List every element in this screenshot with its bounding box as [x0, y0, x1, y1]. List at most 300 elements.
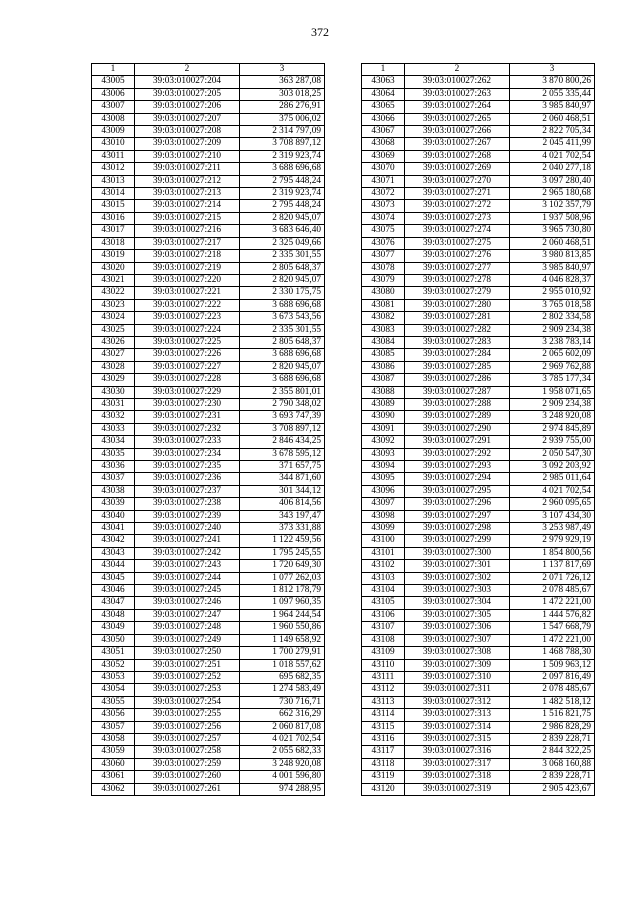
cadastral-number-cell: 39:03:010027:251 [135, 659, 240, 671]
value-cell: 1 097 960,35 [240, 597, 325, 609]
table-row [362, 783, 595, 795]
table-row [362, 188, 595, 200]
row-number-cell: 43032 [92, 411, 135, 423]
row-number-cell: 43085 [362, 349, 405, 361]
table-row [362, 473, 595, 485]
table-row [92, 547, 325, 559]
value-cell: 2 078 485,67 [510, 585, 595, 597]
row-number-cell: 43091 [362, 423, 405, 435]
row-number-cell: 43102 [362, 560, 405, 572]
value-cell: 286 276,91 [240, 101, 325, 113]
value-cell: 371 657,75 [240, 461, 325, 473]
table-row [92, 423, 325, 435]
value-cell: 4 021 702,54 [510, 485, 595, 497]
table-header-row [92, 64, 325, 76]
table-row [92, 138, 325, 150]
cadastral-number-cell: 39:03:010027:225 [135, 336, 240, 348]
value-cell: 2 330 175,75 [240, 287, 325, 299]
row-number-cell: 43008 [92, 113, 135, 125]
value-cell: 1 960 550,86 [240, 622, 325, 634]
value-cell: 3 102 357,79 [510, 200, 595, 212]
value-cell: 2 065 602,09 [510, 349, 595, 361]
table-row [92, 597, 325, 609]
value-cell: 1 122 459,56 [240, 535, 325, 547]
value-cell: 3 980 813,85 [510, 250, 595, 262]
row-number-cell: 43103 [362, 572, 405, 584]
cadastral-number-cell: 39:03:010027:234 [135, 448, 240, 460]
value-cell: 730 716,71 [240, 696, 325, 708]
table-row [92, 473, 325, 485]
cadastral-number-cell: 39:03:010027:255 [135, 709, 240, 721]
row-number-cell: 43058 [92, 733, 135, 745]
table-row [92, 560, 325, 572]
cadastral-number-cell: 39:03:010027:304 [405, 597, 510, 609]
table-row [362, 572, 595, 584]
table-row [92, 324, 325, 336]
value-cell: 2 325 049,66 [240, 237, 325, 249]
table-row [362, 126, 595, 138]
row-number-cell: 43005 [92, 76, 135, 88]
table-row [92, 684, 325, 696]
value-cell: 4 021 702,54 [510, 150, 595, 162]
row-number-cell: 43014 [92, 188, 135, 200]
row-number-cell: 43078 [362, 262, 405, 274]
row-number-cell: 43075 [362, 225, 405, 237]
table-row [92, 498, 325, 510]
cadastral-number-cell: 39:03:010027:248 [135, 622, 240, 634]
cadastral-number-cell: 39:03:010027:274 [405, 225, 510, 237]
row-number-cell: 43105 [362, 597, 405, 609]
cadastral-number-cell: 39:03:010027:237 [135, 485, 240, 497]
cadastral-number-cell: 39:03:010027:222 [135, 299, 240, 311]
value-cell: 1 720 649,30 [240, 560, 325, 572]
cadastral-number-cell: 39:03:010027:309 [405, 659, 510, 671]
row-number-cell: 43088 [362, 386, 405, 398]
row-number-cell: 43063 [362, 76, 405, 88]
value-cell: 2 965 180,68 [510, 188, 595, 200]
row-number-cell: 43076 [362, 237, 405, 249]
value-cell: 3 985 840,97 [510, 262, 595, 274]
value-cell: 303 018,25 [240, 88, 325, 100]
cadastral-number-cell: 39:03:010027:207 [135, 113, 240, 125]
value-cell: 1 149 658,92 [240, 634, 325, 646]
table-row [362, 585, 595, 597]
row-number-cell: 43072 [362, 188, 405, 200]
table-row [362, 163, 595, 175]
cadastral-number-cell: 39:03:010027:313 [405, 709, 510, 721]
table-row [362, 771, 595, 783]
row-number-cell: 43049 [92, 622, 135, 634]
cadastral-number-cell: 39:03:010027:261 [135, 783, 240, 795]
table-row [92, 461, 325, 473]
table-row [92, 113, 325, 125]
value-cell: 2 314 797,09 [240, 126, 325, 138]
row-number-cell: 43077 [362, 250, 405, 262]
value-cell: 2 071 726,12 [510, 572, 595, 584]
value-cell: 3 068 160,88 [510, 758, 595, 770]
cadastral-number-cell: 39:03:010027:279 [405, 287, 510, 299]
table-row [92, 436, 325, 448]
table-row [92, 237, 325, 249]
cadastral-number-cell: 39:03:010027:238 [135, 498, 240, 510]
row-number-cell: 43047 [92, 597, 135, 609]
cadastral-number-cell: 39:03:010027:226 [135, 349, 240, 361]
table-row [362, 175, 595, 187]
value-cell: 3 708 897,12 [240, 138, 325, 150]
table-row [92, 448, 325, 460]
value-cell: 3 985 840,97 [510, 101, 595, 113]
value-cell: 2 805 648,37 [240, 336, 325, 348]
table-row [92, 510, 325, 522]
row-number-cell: 43092 [362, 436, 405, 448]
cadastral-number-cell: 39:03:010027:250 [135, 647, 240, 659]
value-cell: 2 909 234,38 [510, 324, 595, 336]
cadastral-number-cell: 39:03:010027:292 [405, 448, 510, 460]
row-number-cell: 43012 [92, 163, 135, 175]
row-number-cell: 43080 [362, 287, 405, 299]
cadastral-number-cell: 39:03:010027:277 [405, 262, 510, 274]
value-cell: 2 985 011,64 [510, 473, 595, 485]
row-number-cell: 43108 [362, 634, 405, 646]
table-row [362, 361, 595, 373]
value-cell: 2 335 301,55 [240, 324, 325, 336]
value-cell: 2 839 228,71 [510, 771, 595, 783]
row-number-cell: 43035 [92, 448, 135, 460]
cadastral-number-cell: 39:03:010027:316 [405, 746, 510, 758]
cadastral-number-cell: 39:03:010027:311 [405, 684, 510, 696]
table-row [362, 225, 595, 237]
row-number-cell: 43033 [92, 423, 135, 435]
table-row [92, 336, 325, 348]
cadastral-number-cell: 39:03:010027:317 [405, 758, 510, 770]
registry-table-left [91, 63, 325, 796]
table-row [362, 547, 595, 559]
cadastral-number-cell: 39:03:010027:260 [135, 771, 240, 783]
table-row [362, 411, 595, 423]
cadastral-number-cell: 39:03:010027:281 [405, 312, 510, 324]
value-cell: 3 253 987,49 [510, 523, 595, 535]
row-number-cell: 43109 [362, 647, 405, 659]
row-number-cell: 43044 [92, 560, 135, 572]
value-cell: 2 844 322,25 [510, 746, 595, 758]
value-cell: 2 822 705,34 [510, 126, 595, 138]
row-number-cell: 43097 [362, 498, 405, 510]
table-row [362, 386, 595, 398]
table-row [362, 485, 595, 497]
value-cell: 4 001 596,80 [240, 771, 325, 783]
cadastral-number-cell: 39:03:010027:220 [135, 274, 240, 286]
row-number-cell: 43036 [92, 461, 135, 473]
row-number-cell: 43106 [362, 609, 405, 621]
row-number-cell: 43025 [92, 324, 135, 336]
cadastral-number-cell: 39:03:010027:217 [135, 237, 240, 249]
table-row [362, 746, 595, 758]
cadastral-number-cell: 39:03:010027:229 [135, 386, 240, 398]
table-row [92, 225, 325, 237]
row-number-cell: 43118 [362, 758, 405, 770]
table-row [362, 76, 595, 88]
cadastral-number-cell: 39:03:010027:276 [405, 250, 510, 262]
row-number-cell: 43026 [92, 336, 135, 348]
row-number-cell: 43090 [362, 411, 405, 423]
row-number-cell: 43029 [92, 374, 135, 386]
row-number-cell: 43009 [92, 126, 135, 138]
value-cell: 3 678 595,12 [240, 448, 325, 460]
cadastral-number-cell: 39:03:010027:228 [135, 374, 240, 386]
value-cell: 1 854 800,56 [510, 547, 595, 559]
table-row [92, 535, 325, 547]
cadastral-number-cell: 39:03:010027:206 [135, 101, 240, 113]
cadastral-number-cell: 39:03:010027:295 [405, 485, 510, 497]
row-number-cell: 43042 [92, 535, 135, 547]
table-row [92, 88, 325, 100]
value-cell: 2 078 485,67 [510, 684, 595, 696]
value-cell: 3 688 696,68 [240, 163, 325, 175]
value-cell: 343 197,47 [240, 510, 325, 522]
table-row [362, 312, 595, 324]
table-row [92, 274, 325, 286]
table-row [92, 783, 325, 795]
value-cell: 1 937 508,96 [510, 212, 595, 224]
row-number-cell: 43023 [92, 299, 135, 311]
value-cell: 1 516 821,75 [510, 709, 595, 721]
value-cell: 974 288,95 [240, 783, 325, 795]
value-cell: 344 871,60 [240, 473, 325, 485]
row-number-cell: 43083 [362, 324, 405, 336]
value-cell: 2 905 423,67 [510, 783, 595, 795]
cadastral-number-cell: 39:03:010027:205 [135, 88, 240, 100]
cadastral-number-cell: 39:03:010027:273 [405, 212, 510, 224]
table-row [362, 758, 595, 770]
table-row [92, 374, 325, 386]
cadastral-number-cell: 39:03:010027:298 [405, 523, 510, 535]
value-cell: 2 820 945,07 [240, 361, 325, 373]
value-cell: 2 986 828,29 [510, 721, 595, 733]
table-row [362, 299, 595, 311]
cadastral-number-cell: 39:03:010027:245 [135, 585, 240, 597]
cadastral-number-cell: 39:03:010027:270 [405, 175, 510, 187]
table-row [362, 101, 595, 113]
value-cell: 3 785 177,34 [510, 374, 595, 386]
table-row [362, 398, 595, 410]
cadastral-number-cell: 39:03:010027:247 [135, 609, 240, 621]
value-cell: 1 472 221,00 [510, 597, 595, 609]
row-number-cell: 43028 [92, 361, 135, 373]
table-row [92, 696, 325, 708]
value-cell: 3 248 920,08 [240, 758, 325, 770]
cadastral-number-cell: 39:03:010027:209 [135, 138, 240, 150]
table-row [92, 398, 325, 410]
cadastral-number-cell: 39:03:010027:282 [405, 324, 510, 336]
row-number-cell: 43038 [92, 485, 135, 497]
value-cell: 1 958 071,65 [510, 386, 595, 398]
value-cell: 1 795 245,55 [240, 547, 325, 559]
cadastral-number-cell: 39:03:010027:256 [135, 721, 240, 733]
cadastral-number-cell: 39:03:010027:259 [135, 758, 240, 770]
row-number-cell: 43110 [362, 659, 405, 671]
table-row [362, 212, 595, 224]
table-row [92, 709, 325, 721]
cadastral-number-cell: 39:03:010027:235 [135, 461, 240, 473]
value-cell: 1 468 788,30 [510, 647, 595, 659]
row-number-cell: 43019 [92, 250, 135, 262]
value-cell: 1 077 262,03 [240, 572, 325, 584]
cadastral-number-cell: 39:03:010027:246 [135, 597, 240, 609]
value-cell: 2 060 468,51 [510, 113, 595, 125]
value-cell: 363 287,08 [240, 76, 325, 88]
row-number-cell: 43060 [92, 758, 135, 770]
value-cell: 3 688 696,68 [240, 299, 325, 311]
table-row [92, 250, 325, 262]
table-row [92, 609, 325, 621]
value-cell: 2 790 348,02 [240, 398, 325, 410]
table-row [362, 262, 595, 274]
cadastral-number-cell: 39:03:010027:288 [405, 398, 510, 410]
value-cell: 3 765 018,58 [510, 299, 595, 311]
value-cell: 3 097 280,40 [510, 175, 595, 187]
table-row [92, 622, 325, 634]
value-cell: 3 107 434,30 [510, 510, 595, 522]
value-cell: 1 964 244,54 [240, 609, 325, 621]
row-number-cell: 43021 [92, 274, 135, 286]
table-row [92, 523, 325, 535]
registry-table-right [361, 63, 595, 796]
value-cell: 2 939 755,00 [510, 436, 595, 448]
row-number-cell: 43011 [92, 150, 135, 162]
cadastral-number-cell: 39:03:010027:224 [135, 324, 240, 336]
row-number-cell: 43050 [92, 634, 135, 646]
cadastral-number-cell: 39:03:010027:244 [135, 572, 240, 584]
table-row [92, 585, 325, 597]
cadastral-number-cell: 39:03:010027:266 [405, 126, 510, 138]
cadastral-number-cell: 39:03:010027:300 [405, 547, 510, 559]
cadastral-number-cell: 39:03:010027:291 [405, 436, 510, 448]
cadastral-number-cell: 39:03:010027:264 [405, 101, 510, 113]
table-row [362, 659, 595, 671]
cadastral-number-cell: 39:03:010027:286 [405, 374, 510, 386]
row-number-cell: 43040 [92, 510, 135, 522]
column-header-number: 1 [362, 64, 405, 76]
value-cell: 2 795 448,24 [240, 175, 325, 187]
table-row [362, 609, 595, 621]
table-row [92, 361, 325, 373]
row-number-cell: 43057 [92, 721, 135, 733]
row-number-cell: 43056 [92, 709, 135, 721]
table-row [362, 374, 595, 386]
row-number-cell: 43096 [362, 485, 405, 497]
cadastral-number-cell: 39:03:010027:239 [135, 510, 240, 522]
table-row [92, 175, 325, 187]
cadastral-number-cell: 39:03:010027:310 [405, 671, 510, 683]
row-number-cell: 43017 [92, 225, 135, 237]
table-row [362, 634, 595, 646]
row-number-cell: 43024 [92, 312, 135, 324]
column-header-value: 3 [240, 64, 325, 76]
row-number-cell: 43069 [362, 150, 405, 162]
value-cell: 2 040 277,18 [510, 163, 595, 175]
cadastral-number-cell: 39:03:010027:252 [135, 671, 240, 683]
row-number-cell: 43020 [92, 262, 135, 274]
row-number-cell: 43111 [362, 671, 405, 683]
row-number-cell: 43053 [92, 671, 135, 683]
cadastral-number-cell: 39:03:010027:302 [405, 572, 510, 584]
column-header-cadastral: 2 [135, 64, 240, 76]
table-row [362, 113, 595, 125]
row-number-cell: 43071 [362, 175, 405, 187]
table-row [92, 733, 325, 745]
cadastral-number-cell: 39:03:010027:233 [135, 436, 240, 448]
value-cell: 3 092 203,92 [510, 461, 595, 473]
cadastral-number-cell: 39:03:010027:272 [405, 200, 510, 212]
value-cell: 4 021 702,54 [240, 733, 325, 745]
table-row [362, 461, 595, 473]
value-cell: 2 820 945,07 [240, 212, 325, 224]
row-number-cell: 43006 [92, 88, 135, 100]
table-row [92, 299, 325, 311]
row-number-cell: 43120 [362, 783, 405, 795]
value-cell: 1 547 668,79 [510, 622, 595, 634]
cadastral-number-cell: 39:03:010027:287 [405, 386, 510, 398]
cadastral-number-cell: 39:03:010027:315 [405, 733, 510, 745]
row-number-cell: 43073 [362, 200, 405, 212]
value-cell: 1 472 221,00 [510, 634, 595, 646]
column-header-value: 3 [510, 64, 595, 76]
row-number-cell: 43059 [92, 746, 135, 758]
row-number-cell: 43101 [362, 547, 405, 559]
table-row [362, 647, 595, 659]
cadastral-number-cell: 39:03:010027:231 [135, 411, 240, 423]
value-cell: 2 045 411,99 [510, 138, 595, 150]
cadastral-number-cell: 39:03:010027:249 [135, 634, 240, 646]
cadastral-number-cell: 39:03:010027:236 [135, 473, 240, 485]
value-cell: 2 820 945,07 [240, 274, 325, 286]
cadastral-number-cell: 39:03:010027:306 [405, 622, 510, 634]
cadastral-number-cell: 39:03:010027:212 [135, 175, 240, 187]
table-row [362, 671, 595, 683]
cadastral-number-cell: 39:03:010027:258 [135, 746, 240, 758]
cadastral-number-cell: 39:03:010027:289 [405, 411, 510, 423]
value-cell: 2 802 334,58 [510, 312, 595, 324]
value-cell: 1 700 279,91 [240, 647, 325, 659]
table-row [362, 510, 595, 522]
row-number-cell: 43010 [92, 138, 135, 150]
table-row [92, 721, 325, 733]
value-cell: 2 097 816,49 [510, 671, 595, 683]
cadastral-number-cell: 39:03:010027:208 [135, 126, 240, 138]
cadastral-number-cell: 39:03:010027:263 [405, 88, 510, 100]
value-cell: 3 673 543,56 [240, 312, 325, 324]
row-number-cell: 43095 [362, 473, 405, 485]
table-row [92, 659, 325, 671]
cadastral-number-cell: 39:03:010027:265 [405, 113, 510, 125]
cadastral-number-cell: 39:03:010027:210 [135, 150, 240, 162]
table-row [92, 758, 325, 770]
cadastral-number-cell: 39:03:010027:227 [135, 361, 240, 373]
row-number-cell: 43068 [362, 138, 405, 150]
table-row [92, 101, 325, 113]
row-number-cell: 43114 [362, 709, 405, 721]
table-row [92, 386, 325, 398]
cadastral-number-cell: 39:03:010027:283 [405, 336, 510, 348]
table-row [362, 560, 595, 572]
table-row [362, 324, 595, 336]
row-number-cell: 43045 [92, 572, 135, 584]
table-row [92, 647, 325, 659]
value-cell: 3 688 696,68 [240, 374, 325, 386]
table-row [362, 349, 595, 361]
cadastral-number-cell: 39:03:010027:269 [405, 163, 510, 175]
cadastral-number-cell: 39:03:010027:299 [405, 535, 510, 547]
